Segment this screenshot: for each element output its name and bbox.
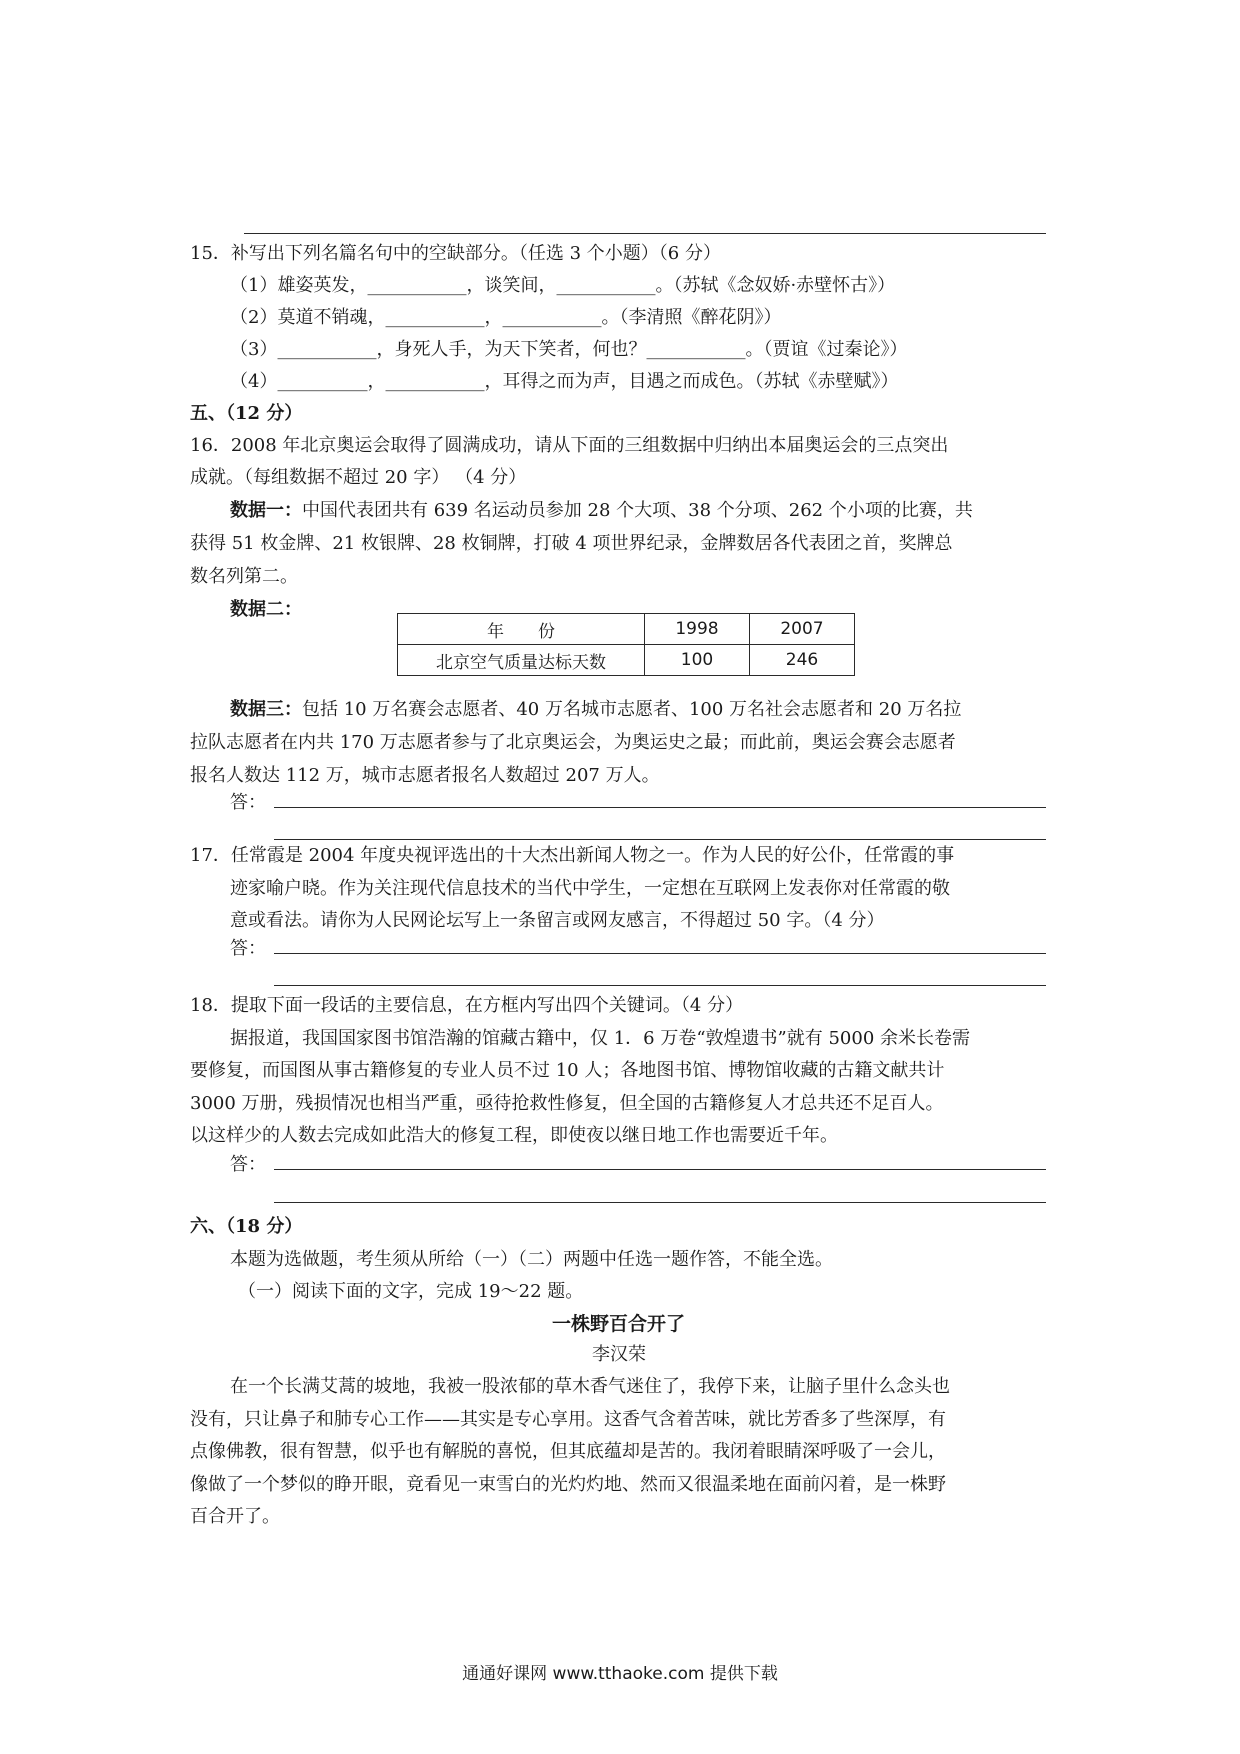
q15-item-3: （3）___________，身死人手，为天下笑者，何也？___________。（贾谊《过秦论》） xyxy=(230,339,908,360)
answer-line[interactable] xyxy=(274,1169,1046,1170)
q16-answer-label: 答： xyxy=(230,792,266,813)
data-2-label: 数据二： xyxy=(230,599,302,620)
q18-passage-line-1: 据报道，我国国家图书馆浩瀚的馆藏古籍中，仅 1．6 万卷“敦煌遗书”就有 5000 余米长卷需 xyxy=(230,1028,971,1049)
table-cell: 2007 xyxy=(750,614,855,645)
air-quality-table xyxy=(397,613,855,676)
q15-item-2: （2）莫道不销魂，___________，___________。（李清照《醉花阴》） xyxy=(230,307,782,328)
answer-rule-top xyxy=(244,233,1046,234)
essay-line-1: 在一个长满艾蒿的坡地，我被一股浓郁的草木香气迷住了，我停下来，让脑子里什么念头也 xyxy=(230,1376,950,1397)
answer-line[interactable] xyxy=(274,1202,1046,1203)
essay-title: 一株野百合开了 xyxy=(552,1313,686,1335)
table-cell: 年 份 xyxy=(398,614,645,645)
q15-item-1: （1）雄姿英发，___________，谈笑间，___________。（苏轼《念奴娇·赤壁怀古》） xyxy=(230,275,896,296)
section-6-heading: 六、（18 分） xyxy=(190,1216,303,1237)
q16-data-1-line-3: 数名列第二。 xyxy=(190,566,298,587)
q17-line-1: 17．任常霞是 2004 年度央视评选出的十大杰出新闻人物之一。作为人民的好公仆，任常霞的事 xyxy=(190,845,955,866)
answer-line[interactable] xyxy=(274,953,1046,954)
table-cell: 246 xyxy=(750,645,855,676)
q18-passage-line-4: 以这样少的人数去完成如此浩大的修复工程，即使夜以继日地工作也需要近千年。 xyxy=(190,1125,838,1146)
q18-passage-line-3: 3000 万册，残损情况也相当严重，亟待抢救性修复，但全国的古籍修复人才总共还不足百人。 xyxy=(190,1093,944,1114)
q17-line-3: 意或看法。请你为人民网论坛写上一条留言或网友感言，不得超过 50 字。（4 分） xyxy=(230,910,885,931)
answer-line[interactable] xyxy=(274,807,1046,808)
table-cell: 1998 xyxy=(645,614,750,645)
table-cell: 北京空气质量达标天数 xyxy=(398,645,645,676)
essay-line-3: 点像佛教，很有智慧，似乎也有解脱的喜悦，但其底蕴却是苦的。我闭着眼睛深呼吸了一会儿， xyxy=(190,1441,946,1462)
table-header-row xyxy=(398,614,855,645)
q16-data-3-line-3: 报名人数达 112 万，城市志愿者报名人数超过 207 万人。 xyxy=(190,765,660,786)
table-cell: 100 xyxy=(645,645,750,676)
q16-data-1-line-1 xyxy=(230,497,973,525)
essay-author: 李汉荣 xyxy=(592,1344,646,1365)
data-3-label: 数据三： xyxy=(230,699,302,720)
answer-line[interactable] xyxy=(274,839,1046,840)
essay-line-5: 百合开了。 xyxy=(190,1506,280,1527)
table-row xyxy=(398,645,855,676)
essay-line-2: 没有，只让鼻子和肺专心工作——其实是专心享用。这香气含着苦味，就比芳香多了些深厚，有 xyxy=(190,1409,946,1430)
q17-line-2: 迹家喻户晓。作为关注现代信息技术的当代中学生，一定想在互联网上发表你对任常霞的敬 xyxy=(230,878,950,899)
q18-answer-label: 答： xyxy=(230,1154,266,1175)
data-1-text: 中国代表团共有 639 名运动员参加 28 个大项、38 个分项、262 个小项的比赛，共 xyxy=(302,500,973,521)
q16-stem-line-1: 16．2008 年北京奥运会取得了圆满成功，请从下面的三组数据中归纳出本届奥运会的三点突出 xyxy=(190,435,949,456)
q15-item-4: （4）__________，___________，耳得之而为声，目遇之而成色。（苏轼《赤壁赋》） xyxy=(230,371,899,392)
q16-data-3-line-1 xyxy=(230,696,961,724)
section-5-heading: 五、（12 分） xyxy=(190,403,303,424)
q16-data-3-line-2: 拉队志愿者在内共 170 万志愿者参与了北京奥运会，为奥运史之最；而此前，奥运会赛会志愿者 xyxy=(190,732,956,753)
q18-stem: 18．提取下面一段话的主要信息，在方框内写出四个关键词。（4 分） xyxy=(190,995,744,1016)
data-3-text: 包括 10 万名赛会志愿者、40 万名城市志愿者、100 万名社会志愿者和 20 万名拉 xyxy=(302,699,962,720)
q15-stem: 15．补写出下列名篇名句中的空缺部分。（任选 3 个小题）（6 分） xyxy=(190,243,721,264)
data-1-label: 数据一： xyxy=(230,500,302,521)
section-6-intro: 本题为选做题，考生须从所给（一）（二）两题中任选一题作答，不能全选。 xyxy=(230,1249,833,1270)
q16-data-1-line-2: 获得 51 枚金牌、21 枚银牌、28 枚铜牌，打破 4 项世界纪录，金牌数居各代表团之首，奖牌总 xyxy=(190,533,953,554)
answer-line[interactable] xyxy=(274,985,1046,986)
section-6-sub: （一）阅读下面的文字，完成 19～22 题。 xyxy=(238,1281,584,1302)
q17-answer-label: 答： xyxy=(230,938,266,959)
essay-line-4: 像做了一个梦似的睁开眼，竟看见一束雪白的光灼灼地、然而又很温柔地在面前闪着，是一株野 xyxy=(190,1474,946,1495)
q16-stem-line-2: 成就。（每组数据不超过 20 字） （4 分） xyxy=(190,467,527,488)
q18-passage-line-2: 要修复，而国图从事古籍修复的专业人员不过 10 人；各地图书馆、博物馆收藏的古籍文献共计 xyxy=(190,1060,945,1081)
page-footer: 通通好课网 www.tthaoke.com 提供下载 xyxy=(462,1664,778,1684)
